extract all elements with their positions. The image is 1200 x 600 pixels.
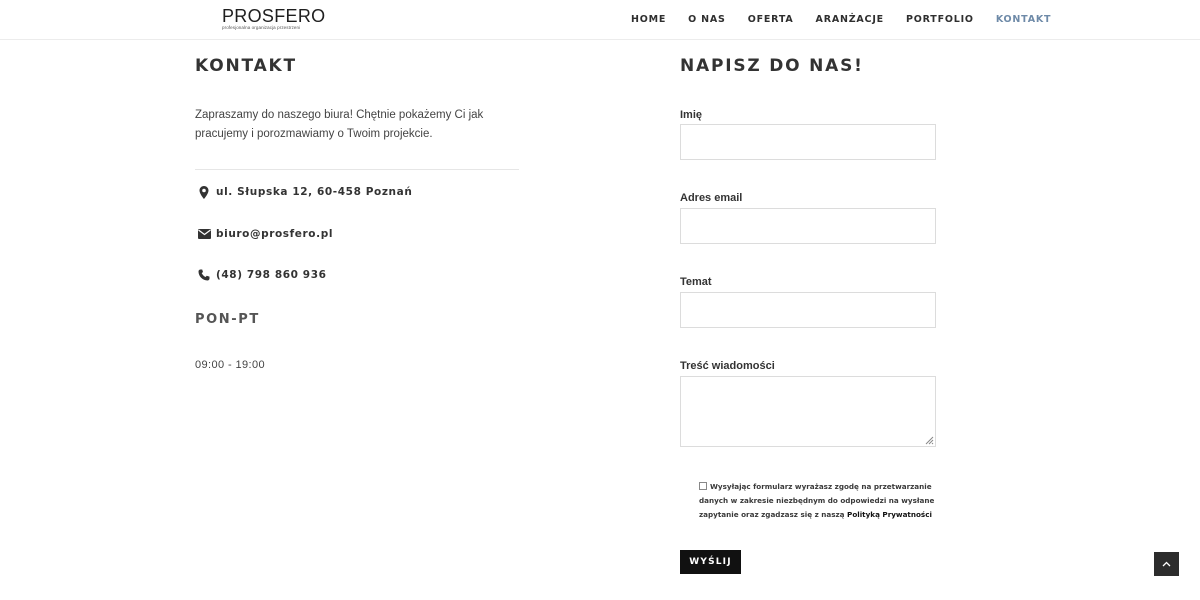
- nav-item-o-nas[interactable]: O NAS: [688, 14, 726, 25]
- chevron-up-icon: [1162, 561, 1171, 567]
- consent-text: Wysyłając formularz wyrażasz zgodę na przetwarzanie danych w zakresie niezbędnym do odpowiedzi na wysłane zapytanie oraz zgadzasz się z naszą: [699, 482, 935, 519]
- contact-heading: KONTAKT: [195, 56, 297, 76]
- resize-handle-icon[interactable]: [924, 435, 934, 445]
- privacy-policy-link[interactable]: Polityką Prywatności: [847, 510, 932, 519]
- opening-hours: 09:00 - 19:00: [195, 359, 266, 371]
- name-input[interactable]: [680, 124, 936, 160]
- back-to-top-button[interactable]: [1154, 552, 1179, 576]
- logo-tagline: profesjonalna organizacja przestrzeni: [222, 25, 301, 30]
- logo[interactable]: [222, 6, 326, 31]
- phone-link[interactable]: (48) 798 860 936: [216, 269, 327, 281]
- address-row: [197, 185, 412, 199]
- subject-label: Temat: [680, 276, 712, 288]
- email-link[interactable]: biuro@prosfero.pl: [216, 228, 334, 240]
- email-row: [197, 227, 333, 241]
- name-label: Imię: [680, 109, 703, 121]
- nav-item-aranzacje[interactable]: ARANŻACJE: [815, 14, 884, 25]
- phone-row: [197, 268, 327, 282]
- consent-block: [699, 480, 939, 522]
- nav-item-home[interactable]: HOME: [631, 14, 667, 25]
- contact-intro: Zapraszamy do naszego biura! Chętnie pokażemy Ci jak pracujemy i porozmawiamy o Twoim projekcie.: [195, 109, 484, 140]
- nav-item-kontakt[interactable]: KONTAKT: [995, 14, 1052, 25]
- subject-input[interactable]: [680, 292, 936, 328]
- site-header: [0, 0, 1200, 40]
- nav-item-oferta[interactable]: OFERTA: [747, 14, 794, 25]
- opening-days: PON-PT: [195, 312, 260, 327]
- email-input[interactable]: [680, 208, 936, 244]
- form-heading: NAPISZ DO NAS!: [680, 56, 864, 76]
- phone-icon: [197, 268, 211, 282]
- map-pin-icon: [197, 185, 211, 199]
- logo-wordmark: PROSFERO: [222, 6, 326, 26]
- email-label: Adres email: [680, 192, 743, 204]
- envelope-icon: [197, 227, 211, 241]
- divider: [195, 169, 519, 170]
- submit-button[interactable]: WYŚLIJ: [680, 550, 741, 574]
- address-text: ul. Słupska 12, 60-458 Poznań: [216, 186, 413, 198]
- message-label: Treść wiadomości: [680, 360, 775, 372]
- message-textarea[interactable]: [680, 376, 936, 447]
- nav-item-portfolio[interactable]: PORTFOLIO: [905, 14, 974, 25]
- consent-checkbox[interactable]: [699, 482, 707, 490]
- main-nav: [620, 14, 1062, 25]
